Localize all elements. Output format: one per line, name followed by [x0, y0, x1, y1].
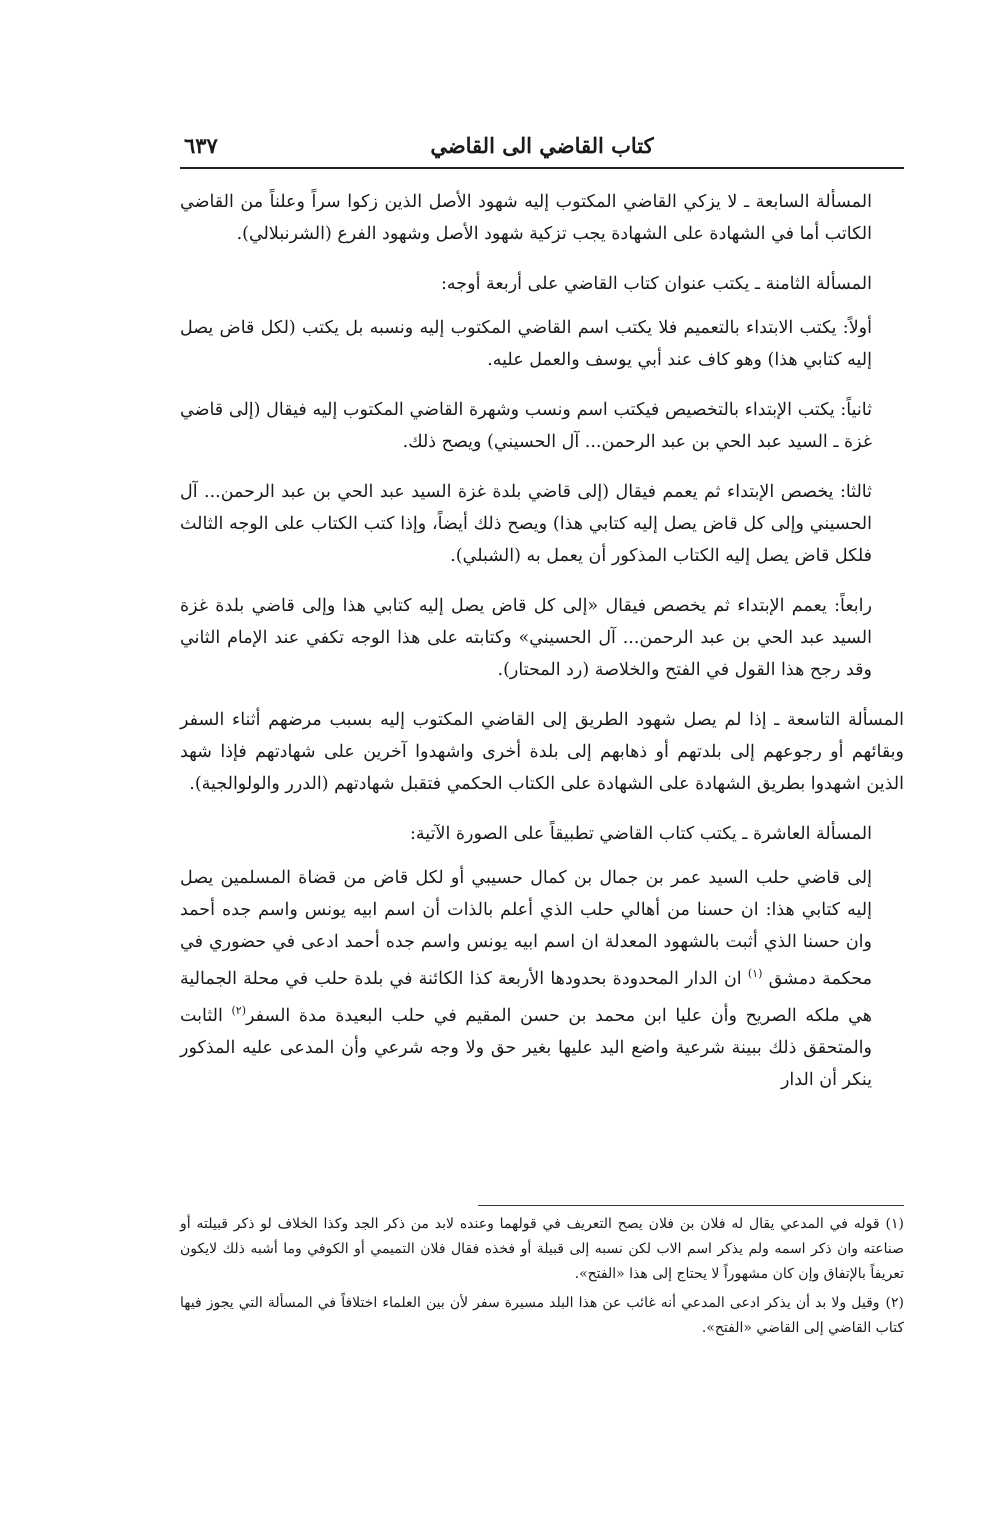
footnotes	[180, 1212, 904, 1345]
paragraph-first-way: أولاً: يكتب الابتداء بالتعميم فلا يكتب اسم القاضي المكتوب إليه ونسبه بل يكتب (لكل قاض يصل إليه كتابي هذا) وهو كاف عند أبي يوسف والعمل عليه.	[180, 318, 872, 370]
paragraph-letter-form	[180, 862, 904, 1096]
paragraph-tenth-issue: المسألة العاشرة ـ يكتب كتاب القاضي تطبيقاً على الصورة الآتية:	[410, 824, 872, 844]
letter-text-part-1: إلى قاضي حلب السيد عمر بن جمال بن كمال حسيبي أو لكل قاض من قضاة المسلمين يصل إليه كتابي هذا: ان حسنا من أهالي حلب الذي أعلم بالذات أن اسم ابيه يونس واسم جده أحمد وان حسنا الذي أثبت بالشهود المعدلة ان اسم ابيه يونس واسم جده أحمد ادعى في حضوري في محكمة دمشق	[180, 868, 872, 989]
main-text	[180, 186, 904, 1114]
page-number: ٦٣٧	[184, 133, 218, 158]
footnote-2-text: وقيل ولا بد أن يذكر ادعى المدعي أنه غائب عن هذا البلد مسيرة سفر لأن بين العلماء اختلافاً في المسألة التي يجوز فيها كتاب القاضي إلى القاضي «الفتح».	[180, 1295, 904, 1336]
paragraph-third-way: ثالثا: يخصص الإبتداء ثم يعمم فيقال (إلى قاضي بلدة غزة السيد عبد الحي بن عبد الرحمن... آل الحسيني وإلى كل قاض يصل إليه كتابي هذا) ويصح ذلك أيضاً، وإذا كتب الكتاب على الوجه الثالث فلكل قاض يصل إليه الكتاب المذكور أن يعمل به (الشبلي).	[180, 482, 872, 566]
footnote-1-text: قوله في المدعي يقال له فلان بن فلان يصح التعريف في قولهما وعنده لابد من ذكر الجد وكذا الخلاف لو ذكر قبيلته أو صناعته وان ذكر اسمه ولم يذكر اسم الاب لكن نسبه إلى قبيلة أو فخذه فقال فلان التميمي أو الكوفي وما أشبه ذلك لايكون تعريفاً بالإتفاق وإن كان مشهوراً لا يحتاج إلى هذا «الفتح».	[180, 1216, 904, 1282]
footnote-2-number: (٢)	[885, 1295, 904, 1311]
footnote-ref-1[interactable]: (١)	[747, 967, 763, 980]
paragraph-fourth-way: رابعاً: يعمم الإبتداء ثم يخصص فيقال «إلى كل قاض يصل إليه كتابي هذا وإلى قاضي بلدة غزة السيد عبد الحي بن عبد الرحمن... آل الحسيني» وكتابته على هذا الوجه تكفي عند الإمام الثاني وقد رجح هذا القول في الفتح والخلاصة (رد المحتار).	[180, 596, 872, 680]
paragraph-ninth-issue: المسألة التاسعة ـ إذا لم يصل شهود الطريق إلى القاضي المكتوب إليه بسبب مرضهم أثناء السفر وبقائهم أو رجوعهم إلى بلدتهم أو ذهابهم إلى بلدة أخرى واشهدوا آخرين على شهادتهم فإذا شهد الذين اشهدوا بطريق الشهادة على الشهادة على الكتاب الحكمي فتقبل شهادتهم (الدرر والولوالجية).	[180, 710, 904, 794]
footnote-divider	[478, 1205, 904, 1206]
letter-text-part-2: ان الدار المحدودة بحدودها الأربعة كذا الكائنة في بلدة حلب في محلة الجمالية هي ملكه الصريح وأن عليا ابن محمد بن حسن المقيم في حلب البعيدة مدة السفر	[180, 968, 872, 1026]
letter-text-part-3: الثابت والمتحقق ذلك ببينة شرعية واضع اليد عليها بغير حق ولا وجه شرعي وأن المدعى عليه المذكور ينكر أن الدار	[180, 1005, 872, 1090]
paragraph-second-way: ثانياً: يكتب الإبتداء بالتخصيص فيكتب اسم ونسب وشهرة القاضي المكتوب إليه فيقال (إلى قاضي غزة ـ السيد عبد الحي بن عبد الرحمن... آل الحسيني) ويصح ذلك.	[180, 400, 872, 452]
paragraph-eighth-issue: المسألة الثامنة ـ يكتب عنوان كتاب القاضي على أربعة أوجه:	[441, 274, 872, 294]
running-header	[180, 133, 904, 169]
running-title: كتاب القاضي الى القاضي	[430, 133, 654, 158]
paragraph-seventh-issue: المسألة السابعة ـ لا يزكي القاضي المكتوب إليه شهود الأصل الذين زكوا سراً وعلناً من القاضي الكاتب أما في الشهادة على الشهادة يجب تزكية شهود الأصل وشهود الفرع (الشرنبلالي).	[180, 192, 872, 244]
footnote-2	[180, 1291, 904, 1341]
footnote-1	[180, 1212, 904, 1287]
footnote-ref-2[interactable]: (٢)	[231, 1003, 246, 1017]
footnote-1-number: (١)	[885, 1216, 904, 1232]
